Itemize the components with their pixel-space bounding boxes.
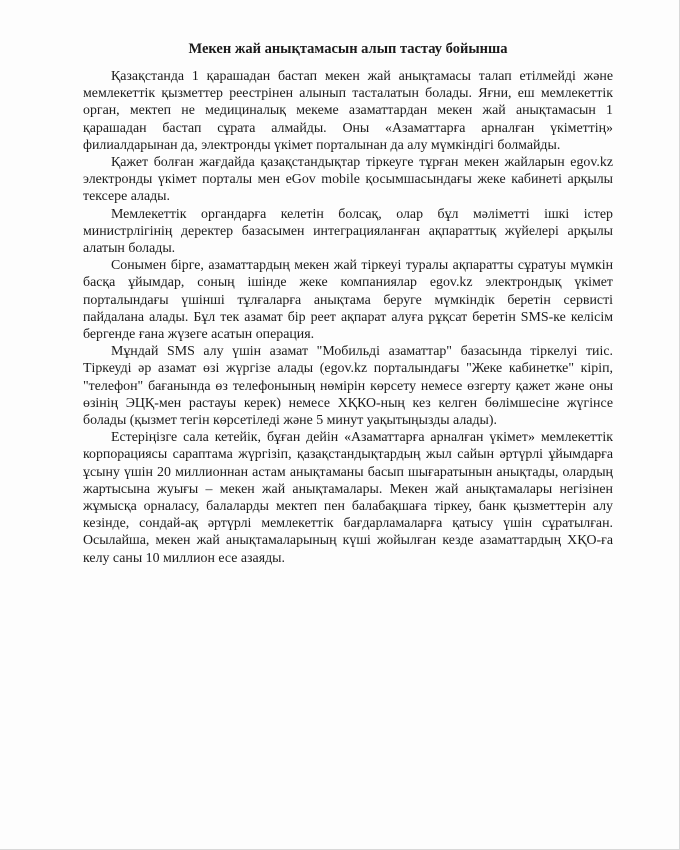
document-title: Мекен жай анықтамасын алып тастау бойынша [188,41,508,57]
paragraph-4: Сонымен бірге, азаматтардың мекен жай тіркеуі туралы ақпаратты сұратуы мүмкін басқа ұйымдар, соның ішінде жеке компаниялар egov.kz электрондық үкімет порталындағы үшінші тұлғаларға анықтама беруге мүмкіндік беретін сервисті пайдалана алады. Бұл тек азамат бір реет ақпарат алуға рұқсат беретін SMS-ке келісім бергенде ғана жүзеге асатын операция. [83,258,613,343]
paragraph-3: Мемлекеттік органдарға келетін болсақ, олар бұл мәліметті ішкі істер министрлігінің деректер базасымен интеграцияланған ақпараттық жүйелері арқылы алатын болады. [83,206,613,257]
paragraph-2: Қажет болған жағдайда қазақстандықтар тіркеуге тұрған мекен жайларын egov.kz электронды үкімет порталы мен eGov mobile қосымшасындағы жеке кабинеті арқылы тексере алады. [83,155,613,205]
paragraph-6: Естеріңізге сала кетейік, бұған дейін «Азаматтарға арналған үкімет» мемлекеттік корпорациясы сараптама жүргізіп, қазақстандықтардың жыл сайын әртүрлі ұйымдарға ұсыну үшін 20 миллионнан астам анықтаманы басып шығаратынын анықтады, олардың жартысына жуығы – мекен жай анықтамалары. Мекен жай анықтамалары негізінен жұмысқа орналасу, балаларды мектеп пен балабақшаға тіркеу, банк қызметтерін алу кезінде, сондай-ақ әртүрлі мемлекеттік бағдарламаларға қатысу үшін сұратылған. Осылайша, мекен жай анықтамаларының күші жойылған кезде азаматтардың ХҚО-ға келу саны 10 миллион есе азаяды. [83,430,613,566]
document-body [83,40,613,567]
paragraph-5: Мұндай SMS алу үшін азамат "Мобильді азаматтар" базасында тіркелуі тиіс. Тіркеуді әр азамат өзі жүргізе алады (egov.kz порталындағы "Жеке кабинетке" кіріп, "телефон" бағанында өз телефонының нөмірін көрсету немесе өзгерту қажет және оны өзінің ЭЦҚ-мен растауы керек) немесе ХҚКО-ның кез келген бөлімшесіне жүгінсе болады (қызмет тегін көрсетіледі және 5 минут уақытыңызды алады). [83,344,613,429]
paragraph-1: Қазақстанда 1 қарашадан бастап мекен жай анықтамасы талап етілмейді және мемлекеттік қызметтер реестрінен алынып тасталатын болады. Яғни, еш мемлекеттік орган, мектеп не медициналық мекеме азаматтардан мекен жай анықтамасын 1 қарашадан бастап сұрата алмайды. Оны «Азаматтарға арналған үкіметтің» филиалдарынан да, электронды үкімет порталынан да алу мүмкіндігі болмайды. [83,69,613,153]
